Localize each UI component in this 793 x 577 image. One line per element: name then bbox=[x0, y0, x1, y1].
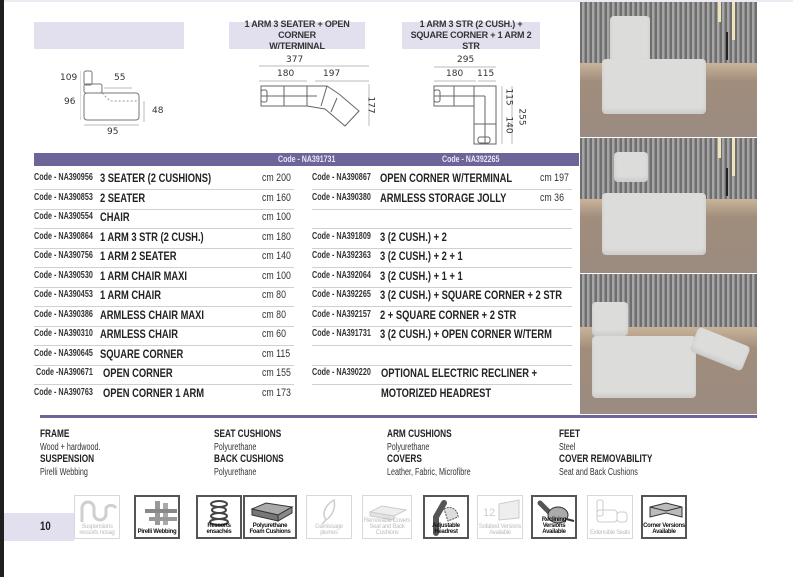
item-code: Code - NA390310 bbox=[34, 328, 93, 339]
product-photo-headrest bbox=[580, 138, 757, 273]
page-number: 10 bbox=[40, 519, 51, 533]
feature-label: Polyurethane Foam Cushions bbox=[249, 523, 291, 535]
item-name: 3 (2 CUSH.) + SQUARE CORNER + 2 STR bbox=[380, 288, 563, 302]
item-code: Code - NA390867 bbox=[312, 172, 371, 183]
table-row bbox=[34, 268, 294, 288]
spec-heading: ARM CUSHIONS bbox=[387, 428, 452, 440]
item-code: Code - NA390220 bbox=[312, 367, 371, 378]
item-name: 2 + SQUARE CORNER + 2 STR bbox=[380, 308, 517, 322]
item-size: cm 155 bbox=[262, 367, 291, 379]
spec-heading: COVER REMOVABILITY bbox=[559, 453, 653, 465]
table-row bbox=[312, 248, 572, 268]
item-code: Code - NA390645 bbox=[34, 348, 93, 359]
item-name: MOTORIZED HEADREST bbox=[381, 386, 492, 400]
table-row bbox=[34, 346, 294, 366]
item-code: Code - NA390853 bbox=[34, 192, 93, 203]
dim-depth: 95 bbox=[107, 127, 119, 137]
item-name: 3 (2 CUSH.) + 1 + 1 bbox=[380, 269, 463, 283]
table-row bbox=[312, 385, 572, 404]
dim-seat-depth: 55 bbox=[114, 73, 126, 83]
feature-foam-cushions bbox=[243, 495, 297, 539]
table-row bbox=[34, 248, 294, 268]
config-title-line2: W/TERMINAL bbox=[269, 41, 325, 51]
item-name: 3 (2 CUSH.) + 2 bbox=[380, 230, 447, 244]
table-row bbox=[34, 170, 294, 190]
item-code: Code - NA391809 bbox=[312, 231, 371, 242]
feature-pirelli-webbing bbox=[134, 495, 180, 539]
spec-value: Polyurethane bbox=[214, 442, 257, 453]
window-edge bbox=[0, 0, 4, 577]
table-row bbox=[34, 385, 294, 404]
spec-heading: BACK CUSHIONS bbox=[214, 453, 284, 465]
spec-value: Leather, Fabric, Microfibre bbox=[387, 467, 471, 478]
feature-removable-covers bbox=[362, 495, 412, 539]
product-photo-sofa bbox=[580, 2, 757, 137]
item-code: Code - NA392157 bbox=[312, 309, 371, 320]
dim-total: 377 bbox=[286, 55, 304, 65]
item-name: 1 ARM 2 SEATER bbox=[100, 249, 177, 263]
feature-label: Removable Covers Seat and Back Cushions bbox=[363, 518, 411, 536]
spec-heading: FRAME bbox=[40, 428, 70, 440]
table-row bbox=[312, 287, 572, 307]
item-name: 1 ARM 3 STR (2 CUSH.) bbox=[100, 230, 204, 244]
item-name: 3 (2 CUSH.) + OPEN CORNER W/TERM bbox=[380, 327, 552, 341]
feature-corner-versions bbox=[641, 495, 687, 539]
spec-value: Pirelli Webbing bbox=[40, 467, 88, 478]
item-size: cm 80 bbox=[262, 289, 286, 301]
item-code: Code - NA392265 bbox=[312, 289, 371, 300]
product-photo-recliner bbox=[580, 274, 757, 414]
item-size: cm 80 bbox=[262, 309, 286, 321]
band-code-open-corner: Code - NA391731 bbox=[278, 154, 336, 164]
table-row bbox=[34, 365, 294, 385]
corner-sofa-icon bbox=[646, 499, 686, 525]
config-header-square-corner bbox=[402, 19, 540, 51]
item-size: cm 197 bbox=[540, 172, 569, 184]
spec-heading: COVERS bbox=[387, 453, 422, 465]
feature-label: Extensible Seats bbox=[590, 530, 630, 536]
spec-heading: FEET bbox=[559, 428, 581, 440]
dim-side-total: 255 bbox=[516, 108, 527, 126]
table-row bbox=[312, 326, 572, 346]
feather-icon bbox=[310, 498, 350, 524]
item-code: Code -NA390671 bbox=[36, 367, 93, 378]
dim-corner: 115 bbox=[477, 69, 495, 79]
table-row bbox=[312, 190, 572, 210]
item-code: Code - NA390453 bbox=[34, 289, 93, 300]
table-row bbox=[34, 287, 294, 307]
item-name: OPEN CORNER bbox=[103, 366, 173, 380]
item-name: ARMLESS CHAIR MAXI bbox=[100, 308, 205, 322]
sofabed-icon bbox=[481, 498, 521, 524]
table-row bbox=[34, 190, 294, 210]
table-row bbox=[312, 346, 572, 366]
config-header-blank bbox=[34, 22, 184, 49]
feature-label: Ressorts ensachés bbox=[206, 523, 232, 535]
spec-value: Seat and Back Cushions bbox=[559, 467, 638, 478]
dim-height-total: 109 bbox=[60, 73, 78, 83]
item-size: cm 160 bbox=[262, 192, 291, 204]
spec-heading: SUSPENSION bbox=[40, 453, 95, 465]
item-code: Code - NA390380 bbox=[312, 192, 371, 203]
item-size: cm 200 bbox=[262, 172, 291, 184]
feature-adjustable-headrest bbox=[423, 495, 469, 539]
item-name: ARMLESS STORAGE JOLLY bbox=[380, 191, 507, 205]
item-size: cm 173 bbox=[262, 387, 291, 399]
item-size: cm 36 bbox=[540, 192, 564, 204]
table-row bbox=[34, 229, 294, 249]
item-name: 3 (2 CUSH.) + 2 + 1 bbox=[380, 249, 463, 263]
spec-value: Polyurethane bbox=[214, 467, 257, 478]
table-row bbox=[34, 307, 294, 327]
feature-feathers bbox=[306, 495, 352, 539]
item-code: Code - NA390763 bbox=[34, 387, 93, 398]
svg-text:12: 12 bbox=[483, 507, 496, 519]
band-code-square-corner: Code - NA392265 bbox=[442, 154, 500, 164]
item-size: cm 115 bbox=[262, 348, 291, 360]
spec-value: Steel bbox=[559, 442, 576, 453]
dim-right: 197 bbox=[323, 69, 341, 79]
item-code: Code - NA390386 bbox=[34, 309, 93, 320]
item-code: Code - NA392064 bbox=[312, 270, 371, 281]
item-name: ARMLESS CHAIR bbox=[100, 327, 179, 341]
feature-label: Garnissage plumes bbox=[315, 524, 343, 536]
dim-depth: 177 bbox=[365, 96, 376, 114]
table-row bbox=[312, 268, 572, 288]
item-size: cm 60 bbox=[262, 328, 286, 340]
dim-side-upper: 115 bbox=[503, 88, 514, 106]
page-number-band bbox=[4, 513, 74, 541]
item-code: Code - NA391731 bbox=[312, 328, 371, 339]
item-name: 2 SEATER bbox=[100, 191, 146, 205]
open-corner-diagram bbox=[255, 64, 375, 130]
table-row bbox=[312, 229, 572, 249]
item-name: OPEN CORNER 1 ARM bbox=[103, 386, 205, 400]
item-code: Code - NA390756 bbox=[34, 250, 93, 261]
item-size: cm 100 bbox=[262, 211, 291, 223]
feature-label: Sofabed Versions Available bbox=[478, 524, 522, 536]
dim-left: 180 bbox=[277, 69, 295, 79]
item-code: Code - NA390956 bbox=[34, 172, 93, 183]
item-size: cm 100 bbox=[262, 270, 291, 282]
item-size: cm 180 bbox=[262, 231, 291, 243]
feature-label: Corner Versions Available bbox=[643, 523, 685, 535]
config-title-line1: 1 ARM 3 SEATER + OPEN CORNER bbox=[244, 19, 350, 40]
table-row bbox=[34, 209, 294, 229]
dim-seat-height: 48 bbox=[152, 106, 164, 116]
feature-extensible-seats bbox=[587, 495, 633, 539]
section-divider bbox=[40, 415, 757, 418]
config-title-line1: 1 ARM 3 STR (2 CUSH.) + bbox=[419, 19, 523, 29]
item-name: OPEN CORNER W/TERMINAL bbox=[380, 171, 513, 185]
feature-recliner bbox=[531, 495, 577, 539]
item-name: 3 SEATER (2 CUSHIONS) bbox=[100, 171, 212, 185]
feature-label: Reclining Versions Available bbox=[541, 517, 567, 535]
feature-sofabed bbox=[477, 495, 523, 539]
zigzag-spring-icon bbox=[78, 498, 118, 524]
item-code: Code - NA390864 bbox=[34, 231, 93, 242]
item-name: OPTIONAL ELECTRIC RECLINER + bbox=[381, 366, 538, 380]
item-code: Code - NA392363 bbox=[312, 250, 371, 261]
table-row bbox=[312, 170, 572, 190]
item-code: Code - NA390530 bbox=[34, 270, 93, 281]
square-corner-diagram bbox=[430, 64, 520, 148]
table-row bbox=[312, 209, 572, 229]
config-title-line2: SQUARE CORNER + 1 ARM 2 STR bbox=[410, 30, 532, 51]
feature-suspension-nosag bbox=[74, 495, 120, 539]
table-row bbox=[34, 326, 294, 346]
config-header-open-corner bbox=[229, 19, 365, 51]
extendable-seat-icon bbox=[591, 498, 631, 524]
item-name: 1 ARM CHAIR MAXI bbox=[100, 269, 188, 283]
item-code: Code - NA390554 bbox=[34, 211, 93, 222]
webbing-icon bbox=[139, 499, 179, 527]
feature-label: Suspensions ressorts nosag bbox=[79, 524, 115, 536]
spec-value: Wood + hardwood. bbox=[40, 442, 101, 453]
feature-pocket-springs bbox=[196, 495, 242, 539]
table-row bbox=[312, 365, 572, 385]
dim-height-back: 96 bbox=[64, 97, 76, 107]
feature-label: Pirelli Webbing bbox=[137, 529, 177, 535]
foam-cushion-icon bbox=[248, 499, 296, 525]
item-name: 1 ARM CHAIR bbox=[100, 288, 162, 302]
feature-label: Adjustable Headrest bbox=[432, 523, 460, 535]
spec-value: Polyurethane bbox=[387, 442, 430, 453]
table-row bbox=[312, 307, 572, 327]
dim-total: 295 bbox=[457, 55, 475, 65]
item-name: SQUARE CORNER bbox=[100, 347, 184, 361]
spec-heading: SEAT CUSHIONS bbox=[214, 428, 282, 440]
item-name: CHAIR bbox=[100, 210, 130, 224]
dim-left: 180 bbox=[446, 69, 464, 79]
item-size: cm 140 bbox=[262, 250, 291, 262]
dim-side-lower: 140 bbox=[503, 116, 514, 134]
